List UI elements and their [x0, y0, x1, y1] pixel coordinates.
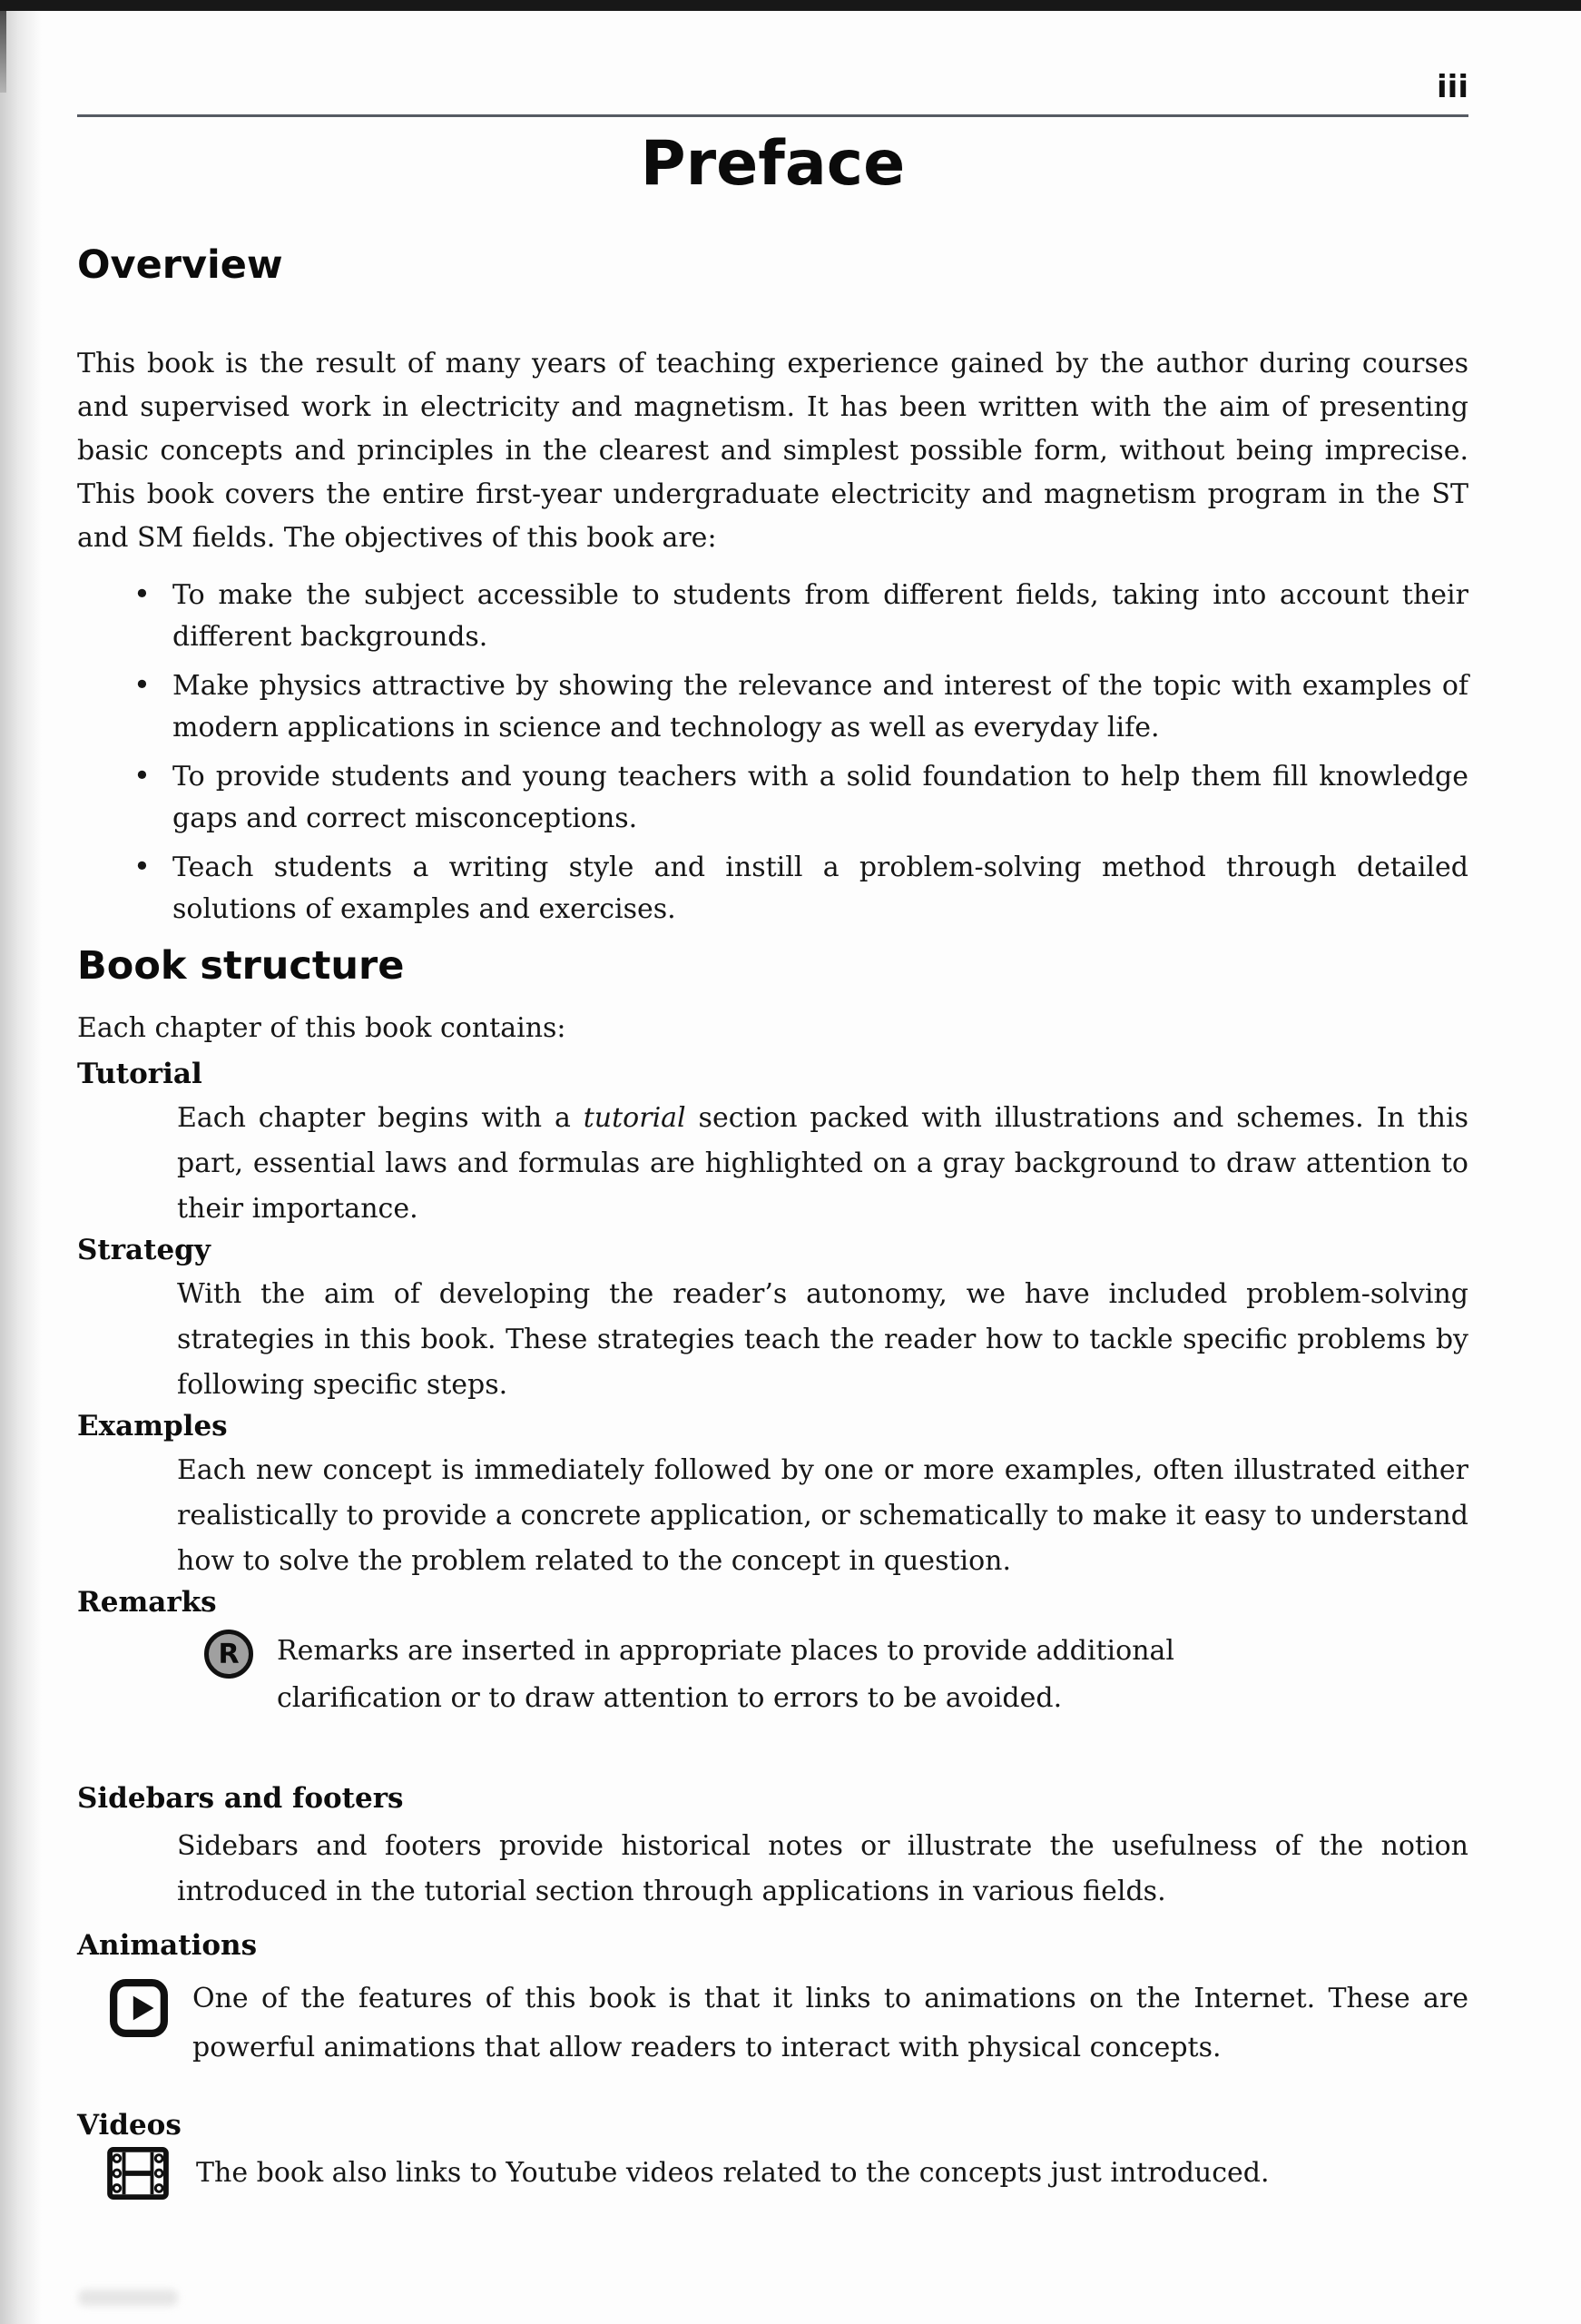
remarks-block: [204, 1628, 1468, 1722]
list-item: [77, 665, 1468, 749]
tutorial-label: Tutorial: [77, 1058, 202, 1090]
animations-block: [109, 1974, 1468, 2073]
remarks-paragraph: Remarks are inserted in appropriate places to provide additional clarification or to draw attention to errors to be avoided.: [277, 1635, 1174, 1714]
sidebars-paragraph: Sidebars and footers provide historical notes or illustrate the usefulness of the notion introduced in the tutorial section through applications in various fields.: [177, 1830, 1468, 1907]
list-item: [77, 575, 1468, 658]
objectives-list: [77, 575, 1468, 931]
remark-circle-r-icon: R: [204, 1630, 253, 1679]
film-icon: [107, 2147, 169, 2200]
bullet-icon: •: [133, 849, 151, 883]
animations-paragraph: One of the features of this book is that it links to animations on the Internet. These are powerful animations that allow readers to interact with physical concepts.: [192, 1983, 1468, 2063]
strategy-label: Strategy: [77, 1234, 211, 1266]
remarks-label: Remarks: [77, 1586, 217, 1619]
videos-block: [107, 2147, 1468, 2200]
bullet-icon: •: [133, 758, 151, 793]
header-rule: [77, 114, 1468, 117]
scan-left-edge-artifact: [0, 11, 42, 2324]
overview-heading: Overview: [77, 242, 283, 288]
bullet-icon: •: [133, 667, 151, 702]
page-title: Preface: [640, 128, 906, 200]
overview-paragraph: This book is the result of many years of teaching experience gained by the author during courses and supervised work in electricity and magnetism. It has been written with the aim of presenting basic concepts and principles in the clearest and simplest possible form, without being imprecise. This book covers the entire first-year undergraduate electricity and magnetism program in the ST and SM fields. The objectives of this book are:: [77, 348, 1468, 554]
book-structure-heading: Book structure: [77, 943, 405, 989]
list-item: [77, 756, 1468, 840]
tutorial-text-end: section packed with illustrations and schemes. In this part, essential laws and formulas are highlighted on a gray background to draw attention to their importance.: [177, 1102, 1468, 1225]
examples-paragraph: Each new concept is immediately followed by one or more examples, often illustrated either realistically to provide a concrete application, or schematically to make it easy to understand how to solve the problem related to the concept in question.: [177, 1454, 1468, 1577]
book-structure-intro: Each chapter of this book contains:: [77, 1012, 566, 1044]
play-icon: [109, 1978, 169, 2038]
scan-smudge-artifact: [78, 2290, 178, 2306]
examples-label: Examples: [77, 1410, 228, 1443]
tutorial-text-start: Each chapter begins with a: [177, 1102, 584, 1134]
bullet-text: Teach students a writing style and instill a problem-solving method through detailed solutions of examples and exercises.: [172, 852, 1468, 925]
strategy-paragraph: With the aim of developing the reader’s autonomy, we have included problem-solving strategies in this book. These strategies teach the reader how to tackle specific problems by following specific steps.: [177, 1278, 1468, 1401]
videos-label: Videos: [77, 2109, 182, 2142]
page-number: iii: [1437, 69, 1468, 105]
sidebars-label: Sidebars and footers: [77, 1782, 404, 1815]
bullet-text: Make physics attractive by showing the relevance and interest of the topic with examples of modern applications in science and technology as well as everyday life.: [172, 670, 1468, 743]
animations-label: Animations: [77, 1929, 258, 1962]
list-item: [77, 847, 1468, 931]
scan-corner-artifact: [0, 11, 6, 93]
videos-paragraph: The book also links to Youtube videos related to the concepts just introduced.: [196, 2157, 1270, 2189]
bullet-icon: •: [133, 576, 151, 611]
bullet-text: To provide students and young teachers with a solid foundation to help them fill knowledge gaps and correct misconceptions.: [172, 761, 1468, 834]
bullet-text: To make the subject accessible to students from different fields, taking into account their different backgrounds.: [172, 579, 1468, 653]
tutorial-italic-word: tutorial: [583, 1102, 686, 1134]
tutorial-paragraph: [177, 1096, 1468, 1232]
page-content: [77, 0, 1468, 2200]
